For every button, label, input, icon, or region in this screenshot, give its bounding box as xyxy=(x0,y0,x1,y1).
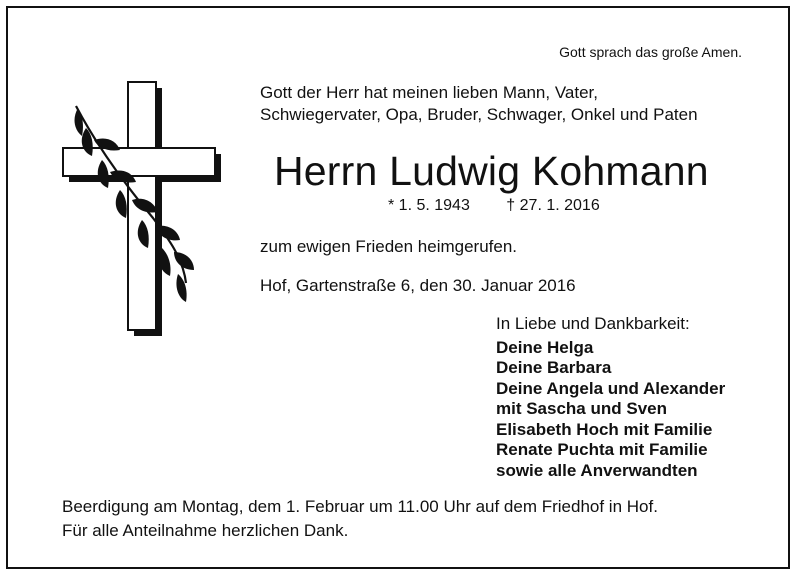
mourner: sowie alle Anverwandten xyxy=(496,460,698,480)
funeral-line: Beerdigung am Montag, dem 1. Februar um 11.00 Uhr auf dem Friedhof in Hof. xyxy=(62,497,658,516)
life-dates xyxy=(388,197,600,215)
funeral-info xyxy=(62,495,658,543)
birth-date: * 1. 5. 1943 xyxy=(388,197,470,214)
place-and-date: Hof, Gartenstraße 6, den 30. Januar 2016 xyxy=(260,276,576,295)
intro-line: Schwiegervater, Opa, Bruder, Schwager, Onkel und Paten xyxy=(260,105,698,124)
deceased-name: Herrn Ludwig Kohmann xyxy=(274,148,709,194)
mourner: Deine Angela und Alexander xyxy=(496,378,726,398)
funeral-line: Für alle Anteilnahme herzlichen Dank. xyxy=(62,521,349,540)
mourner: mit Sascha und Sven xyxy=(496,399,667,418)
mourners-list xyxy=(496,338,725,482)
mourners-intro: In Liebe und Dankbarkeit: xyxy=(496,314,690,333)
called-home-text: zum ewigen Frieden heimgerufen. xyxy=(260,237,518,256)
motto: Gott sprach das große Amen. xyxy=(559,44,742,60)
mourners-block xyxy=(496,314,725,481)
intro-line: Gott der Herr hat meinen lieben Mann, Vater, xyxy=(260,83,598,102)
mourner: Renate Puchta mit Familie xyxy=(496,440,708,459)
mourner: Deine Barbara xyxy=(496,358,612,377)
intro-text xyxy=(260,82,698,126)
obituary-notice xyxy=(6,6,790,569)
death-date: † 27. 1. 2016 xyxy=(506,197,600,214)
cross-with-palm-branch-icon xyxy=(58,78,233,338)
mourner: Elisabeth Hoch mit Familie xyxy=(496,419,713,439)
mourner: Deine Helga xyxy=(496,337,594,357)
